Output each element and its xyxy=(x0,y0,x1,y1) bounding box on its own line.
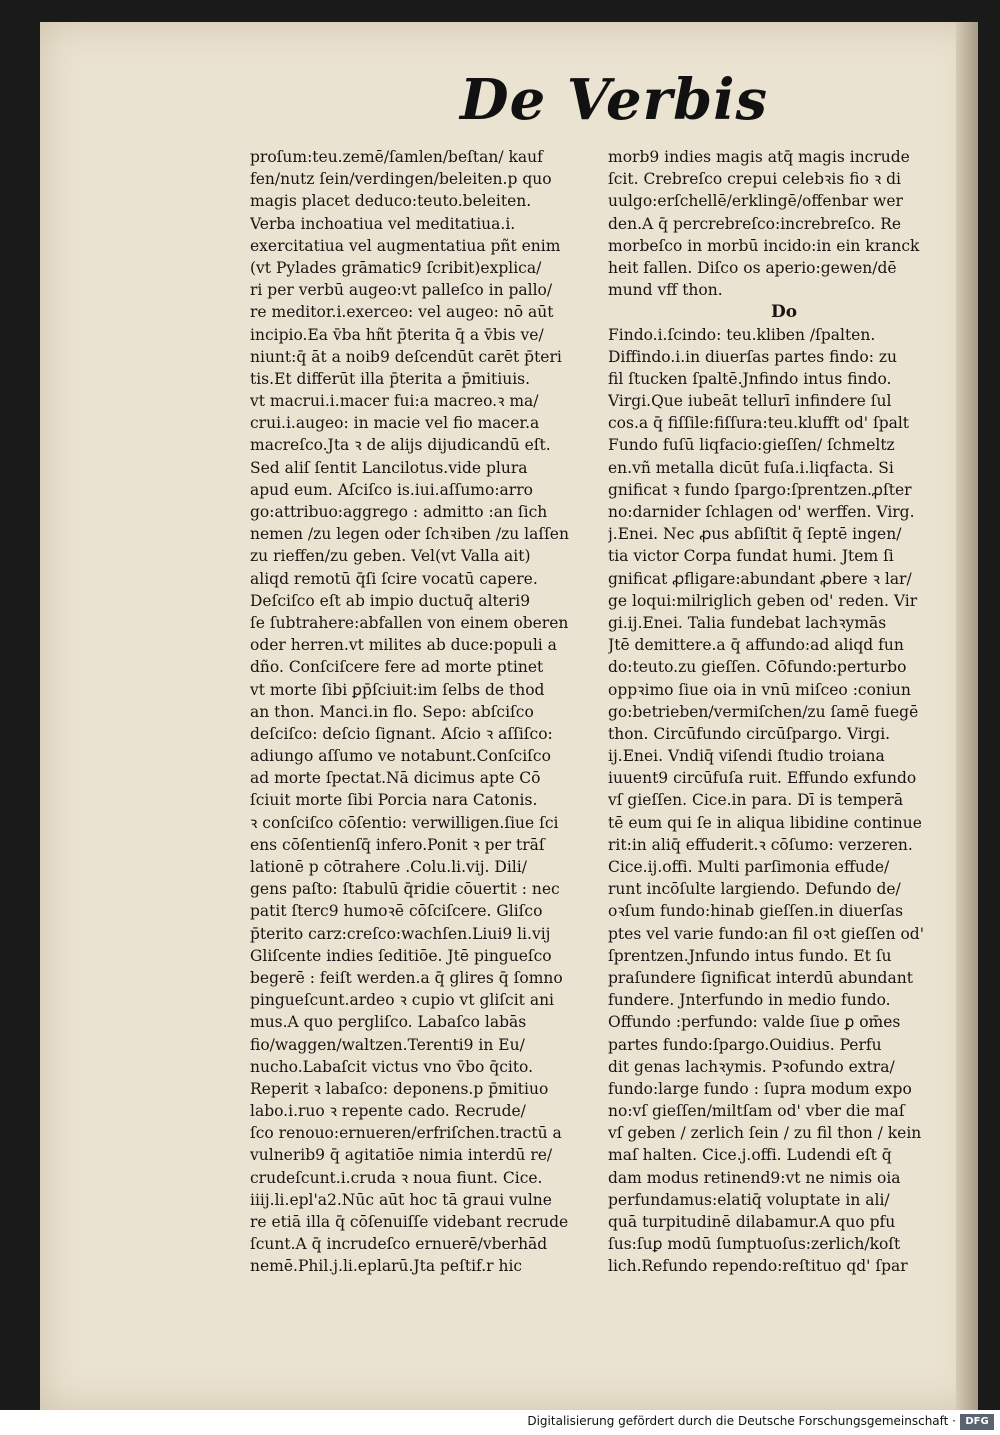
footer-strip xyxy=(0,1410,1000,1435)
text-line: tia victor Corpa fundat humi. Jtem ſi xyxy=(608,547,894,566)
text-line: no:vſ gieſſen/miltſam od' vber die maſ xyxy=(608,1102,905,1121)
text-line: fil ſtucken ſpaltē.Jnfindo intus findo. xyxy=(608,369,892,388)
text-line: adiungo aſſumo ve notabunt.Conſciſco xyxy=(250,747,551,766)
text-line: crudeſcunt.i.cruda ꝛ noua fiunt. Cice. xyxy=(250,1168,543,1187)
text-line: ſe ſubtrahere:abfallen von einem oberen xyxy=(250,613,569,632)
text-line: Reperit ꝛ labaſco: deponens.p p̄mitiuo xyxy=(250,1079,549,1098)
text-line: ſus:ſuꝑ modū ſumptuoſus:zerlich/koſt xyxy=(608,1235,901,1254)
text-line: go:attribuo:aggrego : admitto :an ſich xyxy=(250,503,548,521)
left-text-column xyxy=(250,146,600,1278)
text-line: ens cōſentienſq̄ infero.Ponit ꝛ per trāſ xyxy=(250,835,545,854)
text-line: ꝛ conſciſco cōſentio: verwilligen.ſiue ſci xyxy=(250,813,559,832)
text-line: Cice.ij.offi. Multi parſimonia effude/ xyxy=(608,858,890,876)
text-line: vulnerib9 q̄ agitatiōe nimia interdū re/ xyxy=(250,1146,553,1165)
text-line: incipio.Ea v̄ba hñt p̄terita q̄ a v̄bis ve/ xyxy=(250,325,544,344)
text-line: pingueſcunt.ardeo ꝛ cupio vt gliſcit ani xyxy=(250,991,555,1010)
text-line: vſ gieſſen. Cice.in para. Dī is temperā xyxy=(608,791,904,810)
text-line: ij.Enei. Vndiq̄ viſendi ſtudio troiana xyxy=(608,747,885,766)
text-line: morb9 indies magis atq̄ magis incrude xyxy=(608,148,910,166)
text-line: ge loqui:milriglich geben od' reden. Vir xyxy=(608,591,918,610)
text-line: do:teuto.zu gieſſen. Cōfundo:perturbo xyxy=(608,658,907,677)
text-line: Verba inchoatiua vel meditatiua.i. xyxy=(250,214,516,233)
text-line: aliqd remotū q̄ſi ſcire vocatū capere. xyxy=(250,569,538,588)
text-line: Diffindo.i.in diuerſas partes findo: zu xyxy=(608,347,898,366)
text-line: partes fundo:ſpargo.Ouidius. Perfu xyxy=(608,1035,882,1054)
text-line: heit fallen. Diſco os aperio:gewen/dē xyxy=(608,258,897,277)
text-line: j.Enei. Nec ꝓus abſiſtit q̄ ſeptē ingen/ xyxy=(608,525,902,544)
text-line: magis placet deduco:teuto.beleiten. xyxy=(250,192,532,211)
text-line: den.A q̄ percrebreſco:increbreſco. Re xyxy=(608,214,902,233)
text-line: go:betrieben/vermiſchen/zu ſamē fuegē xyxy=(608,702,919,721)
text-line: en.vñ metalla dicūt fuſa.i.liqfacta. Si xyxy=(608,458,894,477)
text-line: ſprentzen.Jnfundo intus fundo. Et ſu xyxy=(608,946,892,965)
text-line: apud eum. Aſciſco is.iui.aſſumo:arro xyxy=(250,480,533,499)
text-line: iuuent9 circūfuſa ruit. Effundo exfundo xyxy=(608,769,917,788)
text-line: mus.A quo pergliſco. Labaſco labās xyxy=(250,1013,527,1032)
text-line: ri per verbū augeo:vt palleſco in pallo/ xyxy=(250,281,553,300)
text-line: perfundamus:elatiq̄ voluptate in ali/ xyxy=(608,1190,890,1209)
text-line: gens paſto: ſtabulū q̄ridie cōuertit : nec xyxy=(250,880,560,899)
right-text-column xyxy=(608,146,960,1278)
section-subheading: Do xyxy=(770,302,798,323)
text-line: Gliſcente indies ſeditiōe. Jtē pingueſco xyxy=(250,946,552,965)
text-line: proſum:teu.zemē/ſamlen/beſtan/ kauf xyxy=(250,148,543,166)
text-line: uulgo:erſchellē/erklingē/offenbar wer xyxy=(608,192,903,211)
funding-credit: Digitalisierung gefördert durch die Deutsche Forschungsgemeinschaft · xyxy=(527,1414,956,1428)
text-line: Virgi.Que iubeāt tellurī infindere ſul xyxy=(608,392,892,411)
text-line: fundo:large fundo : ſupra modum expo xyxy=(608,1079,912,1098)
text-line: fen/nutz ſein/verdingen/beleiten.p quo xyxy=(250,170,552,189)
text-line: mund vff thon. xyxy=(608,281,723,300)
text-line: lich.Refundo rependo:reſtituo qd' ſpar xyxy=(608,1257,908,1276)
text-line: gi.ij.Enei. Talia fundebat lachꝛymās xyxy=(608,613,887,632)
text-line: runt incōſulte largiendo. Defundo de/ xyxy=(608,880,901,899)
text-line: deſciſco: deſcio ſignant. Aſcio ꝛ aſſiſco: xyxy=(250,724,553,743)
text-line: re meditor.i.exerceo: vel augeo: nō aūt xyxy=(250,303,554,322)
text-line: thon. Circūfundo circūſpargo. Virgi. xyxy=(608,724,891,743)
text-line: rit:in aliq̄ effuderit.ꝛ cōſumo: verzeren. xyxy=(608,835,913,854)
text-line: nemē.Phil.j.li.eplarū.Jta peſtif.r hic xyxy=(250,1257,523,1276)
text-line: tē eum qui ſe in aliqua libidine continue xyxy=(608,813,922,832)
text-line: vt morte ſibi ꝑp̄ſciuit:im ſelbs de thod xyxy=(250,680,545,699)
text-line: iiij.li.epl'a2.Nūc aūt hoc tā graui vulne xyxy=(250,1190,552,1209)
text-line: ſco renouo:ernueren/erfriſchen.tractū a xyxy=(250,1124,562,1143)
text-line: ſcunt.A q̄ incrudeſco ernuerē/vberhād xyxy=(250,1235,548,1254)
text-line: ſciuit morte ſibi Porcia nara Catonis. xyxy=(250,791,538,810)
text-line: macreſco.Jta ꝛ de alijs dijudicandū eſt. xyxy=(250,436,551,455)
text-line: labo.i.ruo ꝛ repente cado. Recrude/ xyxy=(250,1102,526,1121)
text-line: ptes vel varie fundo:an fil oꝛt gieſſen od' xyxy=(608,924,924,943)
text-line: vſ geben / zerlich ſein / zu fil thon / kein xyxy=(608,1124,922,1143)
text-line: ſcit. Crebreſco crepui celebꝛis fio ꝛ di xyxy=(608,170,901,189)
text-line: Jtē demittere.a q̄ affundo:ad aliqd fun xyxy=(608,636,904,655)
text-line: ad morte ſpectat.Nā dicimus apte Cō xyxy=(250,769,541,788)
text-line: re etiā illa q̄ cōſenuiſſe videbant recrude xyxy=(250,1213,569,1231)
text-line: oꝛſum fundo:hinab gieſſen.in diuerſas xyxy=(608,902,904,921)
text-line: (vt Pylades grāmatic9 ſcribit)explica/ xyxy=(250,258,542,277)
text-line: Offundo :perfundo: valde ſiue ꝑ om̄es xyxy=(608,1013,901,1032)
text-line: patit ſterc9 humoꝛē cōſciſcere. Gliſco xyxy=(250,902,543,921)
dfg-logo: DFG xyxy=(960,1414,994,1430)
text-line: vt macrui.i.macer fui:a macreo.ꝛ ma/ xyxy=(250,392,539,411)
page-heading: De Verbis xyxy=(460,67,769,133)
text-line: Sed aliſ ſentit Lancilotus.vide plura xyxy=(250,458,528,477)
text-line: fundere. Jnterfundo in medio fundo. xyxy=(608,991,891,1010)
text-line: oder herren.vt milites ab duce:populi a xyxy=(250,636,557,655)
text-line: Fundo fuſū liqfacio:gieſſen/ ſchmeltz xyxy=(608,436,895,455)
text-line: morbeſco in morbū incido:in ein kranck xyxy=(608,236,920,255)
text-line: crui.i.augeo: in macie vel fio macer.a xyxy=(250,414,540,433)
text-line: nucho.Labaſcit victus vno v̄bo q̄cito. xyxy=(250,1057,534,1076)
text-line: gnificat ꝓfligare:abundant ꝓbere ꝛ lar/ xyxy=(608,569,912,588)
text-line: fio/waggen/waltzen.Terenti9 in Eu/ xyxy=(250,1035,525,1054)
text-line: zu rieffen/zu geben. Vel(vt Valla ait) xyxy=(250,547,531,566)
text-line: maſ halten. Cice.j.offi. Ludendi eſt q̄ xyxy=(608,1146,892,1165)
text-line: praſundere ſignificat interdū abundant xyxy=(608,968,913,987)
text-line: Deſciſco eſt ab impio ductuq̄ alteri9 xyxy=(250,591,531,610)
text-line: dit genas lachꝛymis. Pꝛofundo extra/ xyxy=(608,1057,895,1076)
text-line: lationē p cōtrahere .Colu.li.vij. Dili/ xyxy=(250,858,527,876)
text-line: an thon. Manci.in flo. Sepo: abſciſco xyxy=(250,702,534,721)
text-line: Findo.i.ſcindo: teu.kliben /ſpalten. xyxy=(608,325,876,344)
text-line: dño. Conſciſcere fere ad morte ptinet xyxy=(250,658,544,677)
text-line: tis.Et differūt illa p̄terita a p̄mitiuis. xyxy=(250,369,531,388)
text-line: quā turpitudinē dilabamur.A quo pfu xyxy=(608,1213,896,1231)
text-line: dam modus retinend9:vt ne nimis oia xyxy=(608,1168,901,1187)
text-line: no:darnider ſchlagen od' werffen. Virg. xyxy=(608,503,915,521)
text-line: begerē : feiſt werden.a q̄ glires q̄ ſomno xyxy=(250,968,563,987)
text-line: nemen /zu legen oder ſchꝛiben /zu laſſen xyxy=(250,525,569,544)
text-line: exercitatiua vel augmentatiua pñt enim xyxy=(250,236,561,255)
text-line: gnificat ꝛ fundo ſpargo:ſprentzen.ꝓſter xyxy=(608,480,912,499)
text-line: p̄terito carz:creſco:wachſen.Liui9 li.vij xyxy=(250,924,551,943)
text-line: niunt:q̄ āt a noib9 deſcendūt carēt p̄teri xyxy=(250,347,562,366)
text-line: cos.a q̄ fiſſile:fiſſura:teu.klufft od' ſpalt xyxy=(608,414,910,433)
text-line: oppꝛimo ſiue oia in vnū miſceo :coniun xyxy=(608,680,911,699)
